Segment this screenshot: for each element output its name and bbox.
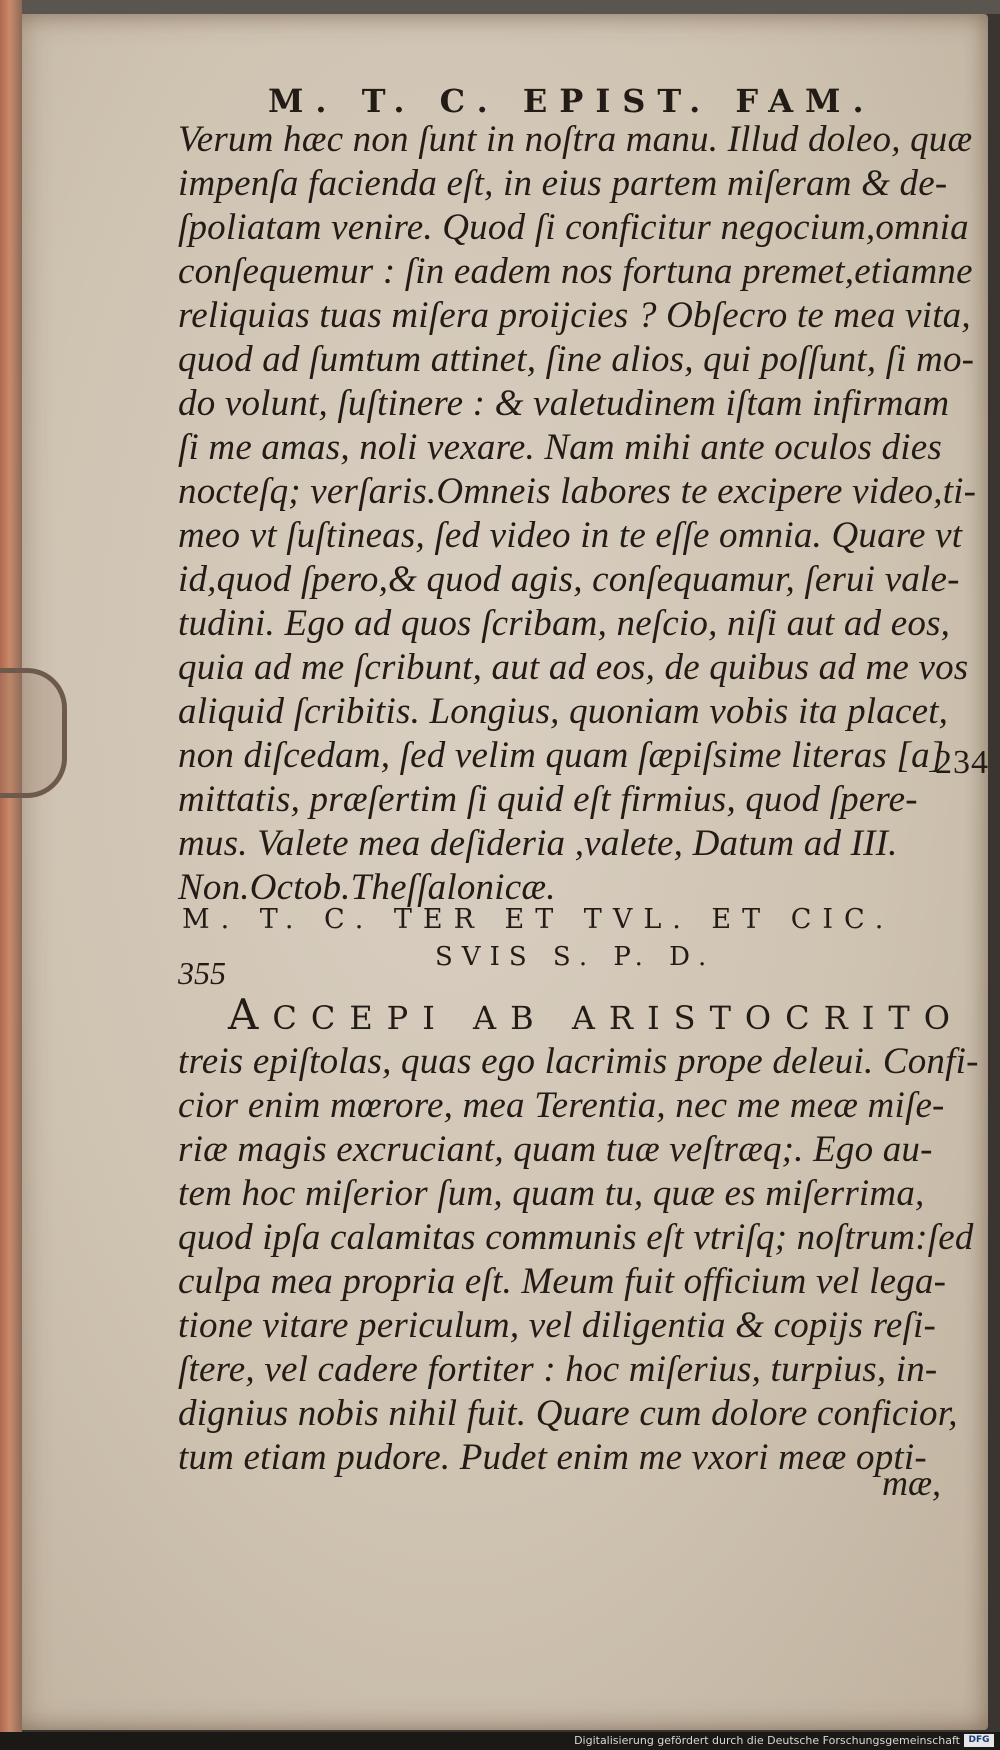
text-line: Non.Octob.Theſſalonicæ. bbox=[178, 867, 556, 908]
text-line: conſequemur : ſin eadem nos fortuna premet,etiamne bbox=[178, 251, 973, 292]
letter-2-opening-line: ACCEPI AB ARISTOCRITO bbox=[228, 990, 964, 1039]
text-line: impenſa facienda eſt, in eius partem miſeram & de- bbox=[178, 163, 948, 204]
text-line: tudini. Ego ad quos ſcribam, neſcio, niſi aut ad eos, bbox=[178, 603, 951, 644]
text-line: mus. Valete mea deſideria ,valete, Datum ad III. bbox=[178, 823, 898, 864]
initial-capital: A bbox=[228, 990, 273, 1039]
text-line: tione vitare periculum, vel diligentia & copijs reſi- bbox=[178, 1305, 936, 1346]
text-line: quod ipſa calamitas communis eſt vtriſq; noſtrum:ſed bbox=[178, 1217, 974, 1258]
letter-2-subheading: SVIS S. P. D. bbox=[435, 942, 716, 972]
text-line: treis epiſtolas, quas ego lacrimis prope deleui. Confi- bbox=[178, 1041, 979, 1082]
running-header: M. T. C. EPIST. FAM. bbox=[268, 82, 876, 120]
text-line: mittatis, præſertim ſi quid eſt firmius, quod ſpere- bbox=[178, 779, 918, 820]
text-line: id,quod ſpero,& quod agis, conſequamur, ſerui vale- bbox=[178, 559, 960, 600]
text-line: tem hoc miſerior ſum, quam tu, quæ es miſerrima, bbox=[178, 1173, 925, 1214]
text-line: ſtere, vel cadere fortiter : hoc miſerius, turpius, in- bbox=[178, 1349, 938, 1390]
text-line: quia ad me ſcribunt, aut ad eos, de quibus ad me vos bbox=[178, 647, 969, 688]
text-line: meo vt ſuſtineas, ſed video in te eſſe omnia. Quare vt bbox=[178, 515, 963, 556]
dfg-logo: DFG bbox=[964, 1734, 994, 1747]
text-line: do volunt, ſuſtinere : & valetudinem iſtam infirmam bbox=[178, 383, 950, 424]
text-line: riæ magis excruciant, quam tuæ veſtræq;. Ego au- bbox=[178, 1129, 933, 1170]
text-line: aliquid ſcribitis. Longius, quoniam vobis ita placet, bbox=[178, 691, 949, 732]
letter-2-number: 355 bbox=[178, 955, 226, 991]
text-line: non diſcedam, ſed velim quam ſæpiſsime literas [a] bbox=[178, 735, 945, 776]
text-line: Verum hæc non ſunt in noſtra manu. Illud doleo, quæ bbox=[178, 119, 973, 160]
letter-2-heading: M. T. C. TER ET TVL. ET CIC. bbox=[182, 904, 895, 935]
book-edge bbox=[0, 0, 22, 1750]
text-line: ſpoliatam venire. Quod ſi conficitur negocium,omnia bbox=[178, 207, 969, 248]
text-line: culpa mea propria eſt. Meum fuit officium vel lega- bbox=[178, 1261, 947, 1302]
text-line: ſi me amas, noli vexare. Nam mihi ante oculos dies bbox=[178, 427, 942, 468]
text-line: dignius nobis nihil fuit. Quare cum dolore conficior, bbox=[178, 1393, 958, 1434]
text-line: quod ad ſumtum attinet, ſine alios, qui poſſunt, ſi mo- bbox=[178, 339, 975, 380]
margin-page-number: 234 bbox=[935, 744, 989, 781]
footer-credit: Digitalisierung gefördert durch die Deutsche Forschungsgemeinschaft bbox=[574, 1734, 960, 1747]
text-line: reliquias tuas miſera proijcies ? Obſecro te mea vita, bbox=[178, 295, 971, 336]
book-clasp bbox=[0, 668, 67, 798]
scan-top-border bbox=[0, 0, 1000, 14]
catchword: mæ, bbox=[882, 1463, 942, 1503]
text-line: tum etiam pudore. Pudet enim me vxori meæ opti- bbox=[178, 1437, 927, 1478]
text-line: cior enim mœrore, mea Terentia, nec me meæ miſe- bbox=[178, 1085, 945, 1126]
text-line: nocteſq; verſaris.Omneis labores te excipere video,ti- bbox=[178, 471, 977, 512]
